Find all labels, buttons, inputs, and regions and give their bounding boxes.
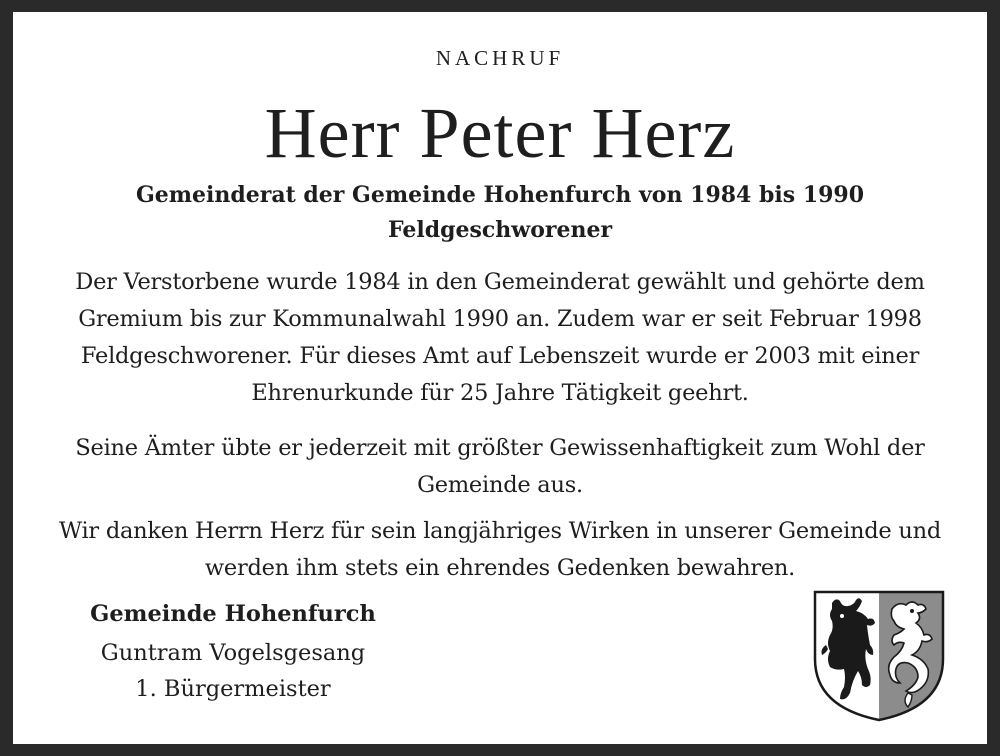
paragraph-biography: Der Verstorbene wurde 1984 in den Gemeinderat gewählt und gehörte dem Gremium bis zur Kommunalwahl 1990 an. Zudem war er seit Februar 1998 Feldgeschworener. Für dieses Amt auf Lebenszeit wurde er 2003 mit einer Ehrenurkunde für 25 Jahre Tätigkeit geehrt. — [75, 269, 925, 406]
paragraph-service: Seine Ämter übte er jederzeit mit größter Gewissenhaftigkeit zum Wohl der Gemeinde aus. — [75, 435, 925, 498]
role-line-office: Feldgeschworener — [387, 217, 613, 243]
coat-of-arms-icon — [812, 589, 946, 723]
paragraph-thanks: Wir danken Herrn Herz für sein langjähriges Wirken in unserer Gemeinde und werden ihm stets ein ehrendes Gedenken bewahren. — [58, 518, 942, 581]
notice-heading: NACHRUF — [435, 46, 565, 70]
role-line-council: Gemeinderat der Gemeinde Hohenfurch von 1984 bis 1990 — [135, 182, 865, 208]
signature-organization: Gemeinde Hohenfurch — [90, 601, 376, 627]
signature-title: 1. Bürgermeister — [135, 676, 331, 702]
signature-person: Guntram Vogelsgesang — [100, 640, 366, 666]
deceased-name: Herr Peter Herz — [264, 93, 736, 173]
